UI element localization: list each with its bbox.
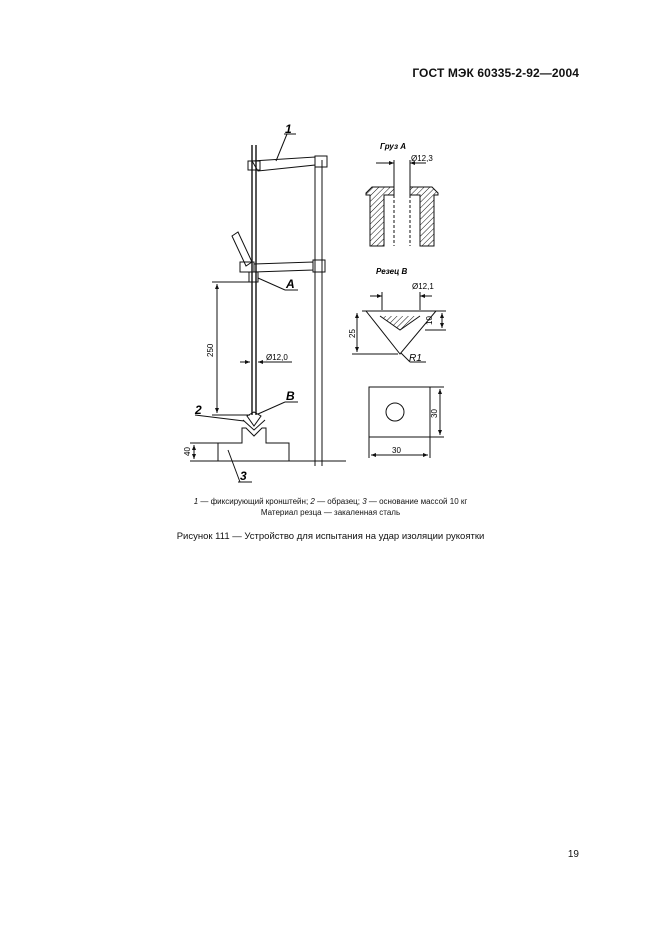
lower-bracket (254, 262, 313, 272)
square-view (369, 387, 430, 437)
label-1: 1 (285, 122, 292, 136)
legend-num-2: 2 (310, 497, 315, 506)
square-bore (386, 403, 404, 421)
label-b: B (286, 389, 295, 403)
legend-text-1: — фиксирующий кронштейн; (198, 497, 311, 506)
weight-a-right-wall (410, 187, 438, 246)
leader-2 (195, 415, 244, 421)
page-number: 19 (567, 849, 579, 860)
leader-b (258, 402, 285, 414)
figure-caption: Рисунок 111 — Устройство для испытания на удар изоляции рукоятки (176, 531, 485, 542)
legend-text-3: — основание массой 10 кг (366, 497, 468, 506)
label-3: 3 (240, 469, 247, 483)
leader-3 (228, 450, 240, 482)
cutter-b-title: Резец B (376, 267, 408, 276)
label-2: 2 (195, 403, 202, 417)
leader-1 (276, 134, 287, 161)
dim-rod-text: Ø12,0 (266, 353, 288, 362)
cutter-b-radius: R1 (409, 353, 422, 364)
leader-a (258, 278, 285, 290)
dim-250-text: 250 (206, 343, 215, 357)
document-header: ГОСТ МЭК 60335-2-92—2004 (412, 66, 579, 80)
weight-a-diam: Ø12,3 (411, 154, 433, 163)
top-bracket (252, 157, 315, 171)
legend-material: Материал резца — закаленная сталь (260, 508, 401, 517)
square-h-text: 30 (430, 409, 439, 418)
cutter-b-h25: 25 (348, 329, 357, 338)
top-collar (248, 161, 260, 170)
legend-text-2: — образец; (314, 497, 363, 506)
legend-num-3: 3 (362, 497, 367, 506)
figure-legend (0, 496, 661, 507)
base-3 (218, 428, 289, 461)
legend-num-1: 1 (193, 497, 199, 506)
weight-a-title: Груз A (380, 142, 407, 151)
label-a: A (286, 277, 295, 291)
dim-40-text: 40 (183, 447, 192, 456)
cutter-b-diam: Ø12,1 (412, 282, 434, 291)
top-clamp (315, 156, 327, 167)
weight-a-left-wall (366, 187, 394, 246)
square-w-text: 30 (392, 446, 401, 455)
cutter-b-h10: 10 (425, 316, 434, 325)
release-handle (232, 232, 252, 266)
